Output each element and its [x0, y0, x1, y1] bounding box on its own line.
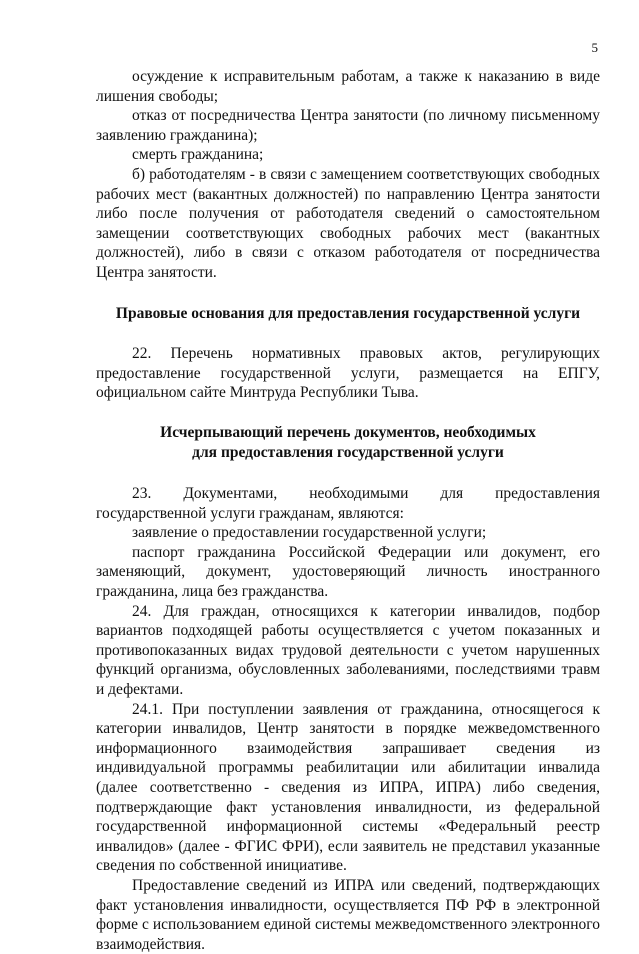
heading-legal-basis: Правовые основания для предоставления государственной услуги [115, 304, 581, 322]
paragraph-ipra-provision: Предоставление сведений из ИПРА или сведений, подтверждающих факт установления инвалидности, осуществляется ПФ РФ в электронной форме с использованием единой системы межведомственного электронного взаимодействия. [96, 876, 600, 953]
heading-documents-list [96, 423, 600, 462]
heading-documents-line-2: для предоставления государственной услуги [192, 443, 504, 461]
paragraph-24-1: 24.1. При поступлении заявления от гражданина, относящегося к категории инвалидов, Центр занятости в порядке межведомственного информационного взаимодействия запрашивает сведения из индивидуальной программы реабилитации или абилитации инвалида (далее соответственно - сведения из ИПРА, ИПРА) либо сведения, подтверждающие факт установления инвалидности, из федеральной государственной информационной системы «Федеральный реестр инвалидов» (далее - ФГИС ФРИ), если заявитель не представил указанные сведения по собственной инициативе. [96, 700, 600, 875]
paragraph-passport: паспорт гражданина Российской Федерации или документ, его заменяющий, документ, удостоверяющий личность иностранного гражданина, лица без гражданства. [96, 543, 600, 601]
paragraph-conviction: осуждение к исправительным работам, а также к наказанию в виде лишения свободы; [96, 68, 600, 105]
paragraph-application: заявление о предоставлении государственной услуги; [132, 524, 487, 542]
paragraph-24: 24. Для граждан, относящихся к категории инвалидов, подбор вариантов подходящей работы осуществляется с учетом показанных и противопоказанных видах трудовой деятельности с учетом нарушенных функций организма, обусловленных заболеваниями, последствиями травм и дефектами. [96, 602, 600, 699]
heading-documents-line-1: Исчерпывающий перечень документов, необходимых [160, 423, 536, 441]
paragraph-employers: б) работодателям - в связи с замещением соответствующих свободных рабочих мест (вакантных должностей) по направлению Центра занятости либо после получения от работодателя сведений о самостоятельном замещении соответствующих свободных рабочих мест (вакантных должностей), либо в связи с отказом работодателя от посредничества Центра занятости. [96, 165, 600, 281]
paragraph-23: 23. Документами, необходимыми для предоставления государственной услуги гражданам, являются: [96, 485, 600, 522]
paragraph-death: смерть гражданина; [132, 146, 264, 164]
paragraph-refusal: отказ от посредничества Центра занятости (по личному письменному заявлению гражданина); [96, 107, 600, 144]
paragraph-22: 22. Перечень нормативных правовых актов, регулирующих предоставление государственной услуги, размещается на ЕПГУ, официальном сайте Минтруда Республики Тыва. [96, 345, 600, 402]
document-body [96, 67, 600, 954]
page-number: 5 [591, 40, 598, 55]
